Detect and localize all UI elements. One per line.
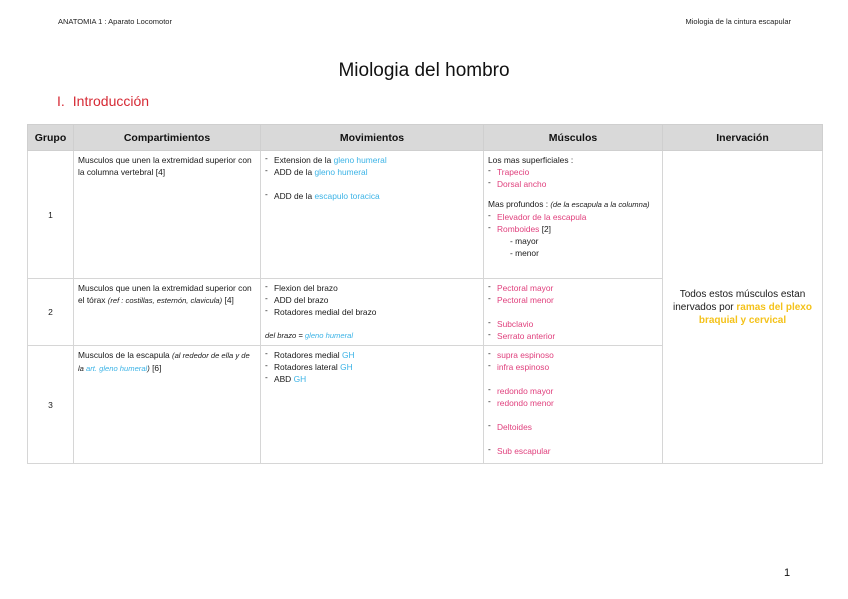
movement-item: - Flexion del brazo — [265, 282, 479, 294]
movement-item: - ADD de la escapulo toracica — [265, 190, 479, 202]
innervation-cell — [663, 151, 823, 464]
muscle-item: - redondo mayor — [488, 385, 658, 397]
muscle-item: - Subclavio — [488, 318, 658, 330]
table-header-row — [28, 125, 823, 151]
muscle-item: - Dorsal ancho — [488, 178, 658, 190]
table-row — [28, 151, 823, 279]
group-number: 2 — [28, 279, 74, 346]
muscles-cell — [484, 151, 663, 279]
header-inervacion: Inervación — [663, 125, 823, 151]
joint-link: gleno humeral — [314, 167, 368, 177]
compartment-text: Musculos de la escapula — [78, 350, 173, 360]
muscle-subitem: - menor — [488, 247, 658, 259]
muscles-cell — [484, 346, 663, 464]
joint-link: GH — [340, 362, 353, 372]
muscle-group-label: Los mas superficiales : — [488, 155, 574, 165]
muscle-group-label: Mas profundos : (de la escapula a la columna) — [488, 199, 650, 209]
compartment-cell — [74, 279, 261, 346]
muscle-item: - redondo menor — [488, 397, 658, 409]
compartment-ref: [6] — [149, 363, 162, 373]
muscle-item: - Elevador de la escapula — [488, 211, 658, 223]
movement-item: - Rotadores medial GH — [265, 349, 479, 361]
section-heading — [57, 93, 149, 109]
innervation-text: Todos estos músculos estan inervados por — [673, 288, 806, 313]
page-title: Miologia del hombro — [338, 60, 510, 81]
muscles-cell — [484, 279, 663, 346]
muscle-item: - Pectoral menor — [488, 294, 658, 306]
header-compartimientos: Compartimientos — [74, 125, 261, 151]
movements-cell — [261, 279, 484, 346]
running-header-left: ANATOMIA 1 : Aparato Locomotor — [58, 17, 172, 26]
header-musculos: Músculos — [484, 125, 663, 151]
compartment-cell — [74, 151, 261, 279]
muscle-group-note: (de la escapula a la columna) — [550, 200, 650, 209]
muscle-item: - Pectoral mayor — [488, 282, 658, 294]
section-title: Introducción — [72, 93, 150, 109]
muscle-item: - infra espinoso — [488, 361, 658, 373]
movement-item: - ADD del brazo — [265, 294, 479, 306]
muscle-item: - Trapecio — [488, 166, 658, 178]
muscle-table — [27, 124, 823, 464]
movement-item: - ADD de la gleno humeral — [265, 166, 479, 178]
movements-cell — [261, 346, 484, 464]
group-number: 1 — [28, 151, 74, 279]
muscle-item: - Romboides [2] — [488, 223, 658, 235]
header-grupo: Grupo — [28, 125, 74, 151]
page-number: 1 — [784, 567, 791, 579]
joint-link: art. gleno humeral — [86, 364, 148, 373]
muscle-item: - Sub escapular — [488, 445, 658, 457]
compartment-text: Musculos que unen la extremidad superior con la columna vertebral [4] — [78, 155, 252, 177]
joint-link: GH — [341, 350, 355, 360]
movement-item: - Extension de la gleno humeral — [265, 154, 479, 166]
group-number: 3 — [28, 346, 74, 464]
section-number: I. — [57, 93, 65, 109]
innervation-highlight: ramas del plexo braquial y cervical — [698, 301, 812, 326]
compartment-note: (al rededor de ella y de la art. gleno humeral) — [78, 351, 250, 373]
compartment-ref: [4] — [222, 295, 234, 305]
running-header-right: Miologia de la cintura escapular — [685, 17, 791, 26]
movement-note: del brazo = gleno humeral — [265, 331, 354, 340]
movement-item: - Rotadores lateral GH — [265, 361, 479, 373]
joint-link: gleno humeral — [333, 155, 387, 165]
movement-item: - Rotadores medial del brazo — [265, 306, 479, 318]
compartment-note: (ref : costillas, esternón, clavicula) — [107, 296, 223, 305]
muscle-subitem: - mayor — [488, 235, 658, 247]
muscle-item: - Deltoides — [488, 421, 658, 433]
muscle-item: - supra espinoso — [488, 349, 658, 361]
joint-link: gleno humeral — [304, 331, 354, 340]
joint-link: escapulo toracica — [314, 191, 380, 201]
joint-link: GH — [293, 374, 307, 384]
compartment-cell — [74, 346, 261, 464]
muscle-item: - Serrato anterior — [488, 330, 658, 342]
movement-item: - ABD GH — [265, 373, 479, 385]
header-movimientos: Movimientos — [261, 125, 484, 151]
movements-cell — [261, 151, 484, 279]
compartment-text: Musculos que unen la extremidad superior con el tórax — [78, 283, 252, 305]
